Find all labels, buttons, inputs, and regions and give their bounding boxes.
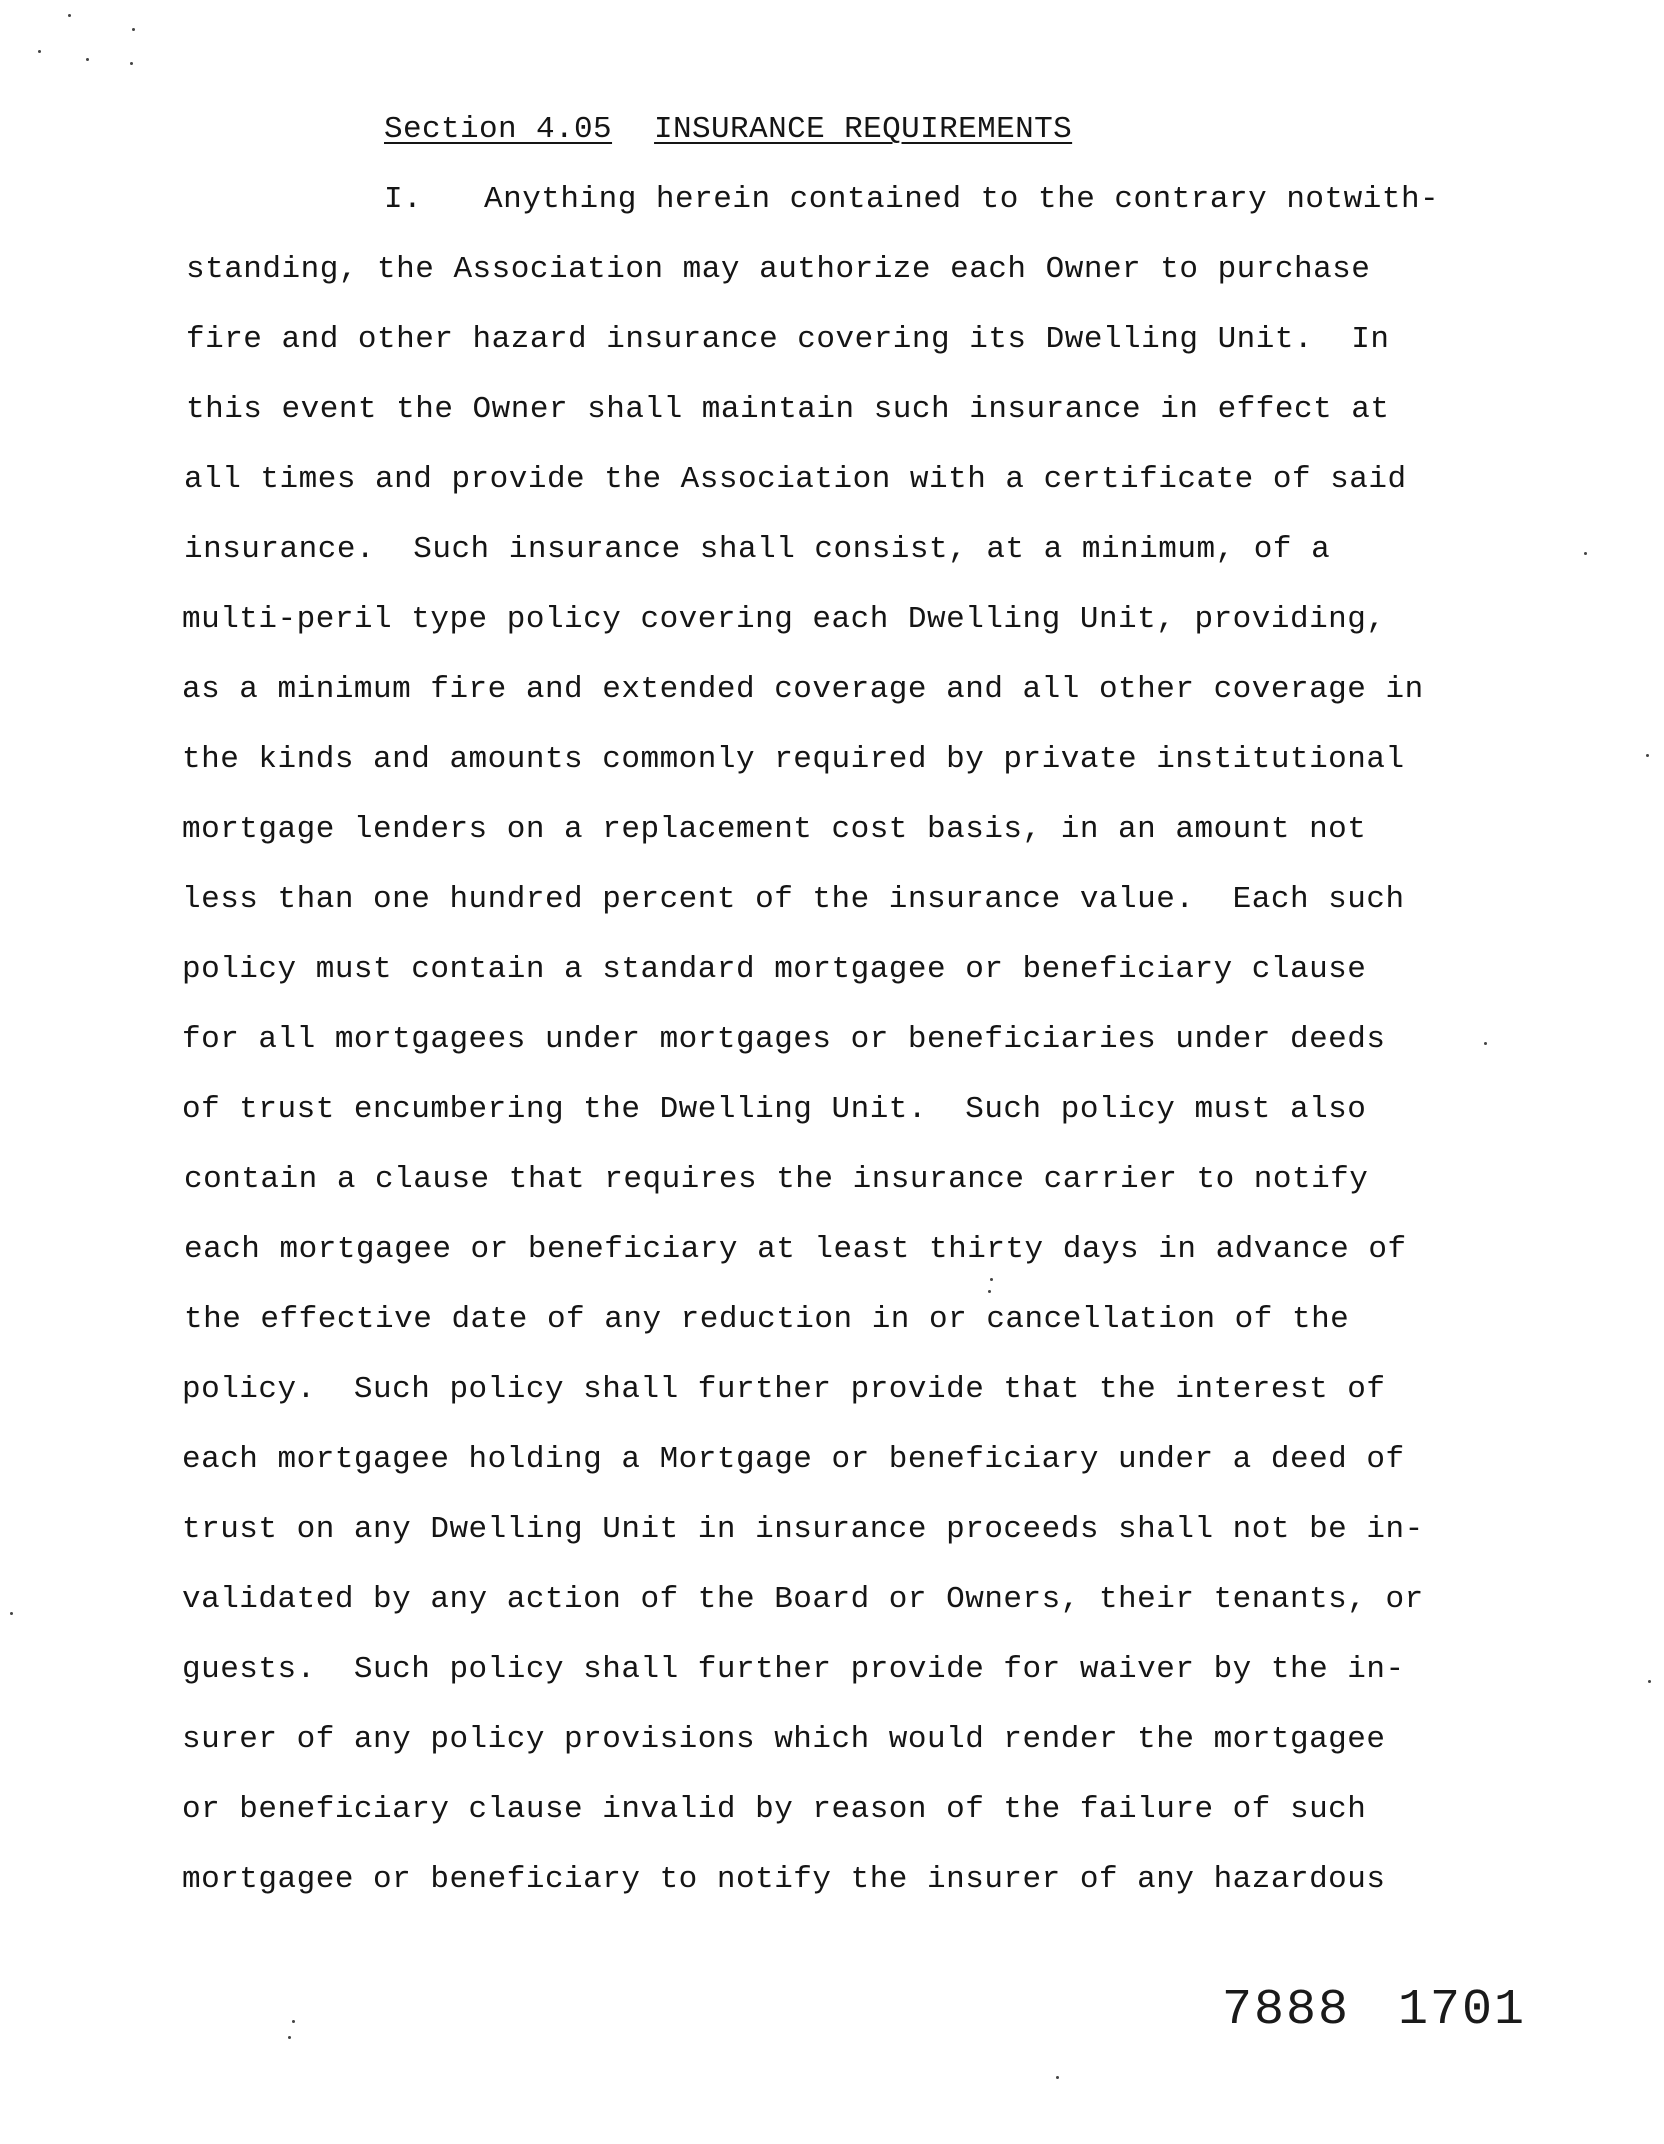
text-line: Anything herein contained to the contrary notwith- [484, 182, 1440, 217]
text-line: standing, the Association may authorize each Owner to purchase [186, 252, 1371, 287]
text-line: validated by any action of the Board or Owners, their tenants, or [182, 1582, 1424, 1617]
text-line: policy must contain a standard mortgagee or beneficiary clause [182, 952, 1367, 987]
text-line: the effective date of any reduction in or cancellation of the [184, 1302, 1350, 1337]
scan-speck [288, 2036, 291, 2039]
scan-speck [1648, 1680, 1651, 1683]
scan-speck [1646, 754, 1649, 757]
scan-speck [132, 28, 135, 31]
scan-speck [130, 62, 133, 65]
page-stamp-book: 7888 [1222, 1982, 1351, 2039]
text-line: less than one hundred percent of the insurance value. Each such [182, 882, 1405, 917]
text-line: all times and provide the Association with a certificate of said [184, 462, 1407, 497]
text-line: this event the Owner shall maintain such insurance in effect at [186, 392, 1390, 427]
page-stamp [1222, 1982, 1526, 2039]
scan-speck [988, 1290, 991, 1293]
scan-speck [990, 1278, 993, 1281]
scan-speck [38, 50, 41, 53]
text-line: each mortgagee or beneficiary at least thirty days in advance of [184, 1232, 1407, 1267]
scan-speck [86, 58, 89, 61]
text-line: insurance. Such insurance shall consist, at a minimum, of a [184, 532, 1331, 567]
text-line: mortgage lenders on a replacement cost basis, in an amount not [182, 812, 1367, 847]
text-line: as a minimum fire and extended coverage and all other coverage in [182, 672, 1424, 707]
scan-speck [1584, 552, 1587, 555]
text-line: guests. Such policy shall further provide for waiver by the in- [182, 1652, 1405, 1687]
text-line: or beneficiary clause invalid by reason of the failure of such [182, 1792, 1367, 1827]
text-line: multi-peril type policy covering each Dwelling Unit, providing, [182, 602, 1386, 637]
text-line: policy. Such policy shall further provide that the interest of [182, 1372, 1386, 1407]
section-heading [384, 112, 1072, 147]
text-line: each mortgagee holding a Mortgage or beneficiary under a deed of [182, 1442, 1405, 1477]
scan-speck [10, 1612, 13, 1615]
scan-speck [292, 2020, 295, 2023]
text-line: for all mortgagees under mortgages or beneficiaries under deeds [182, 1022, 1386, 1057]
text-line: contain a clause that requires the insurance carrier to notify [184, 1162, 1369, 1197]
text-line: surer of any policy provisions which would render the mortgagee [182, 1722, 1386, 1757]
text-line: the kinds and amounts commonly required by private institutional [182, 742, 1405, 777]
scan-speck [1056, 2076, 1059, 2079]
text-line: of trust encumbering the Dwelling Unit. Such policy must also [182, 1092, 1367, 1127]
text-line: fire and other hazard insurance covering its Dwelling Unit. In [186, 322, 1390, 357]
section-number: Section 4.05 [384, 112, 613, 147]
text-line: mortgagee or beneficiary to notify the insurer of any hazardous [182, 1862, 1386, 1897]
page-stamp-page: 1701 [1398, 1982, 1527, 2039]
scan-speck [68, 14, 71, 17]
paragraph-marker: I. [384, 182, 423, 217]
section-title: INSURANCE REQUIREMENTS [654, 112, 1073, 147]
scan-speck [1484, 1042, 1487, 1045]
text-line: trust on any Dwelling Unit in insurance proceeds shall not be in- [182, 1512, 1424, 1547]
